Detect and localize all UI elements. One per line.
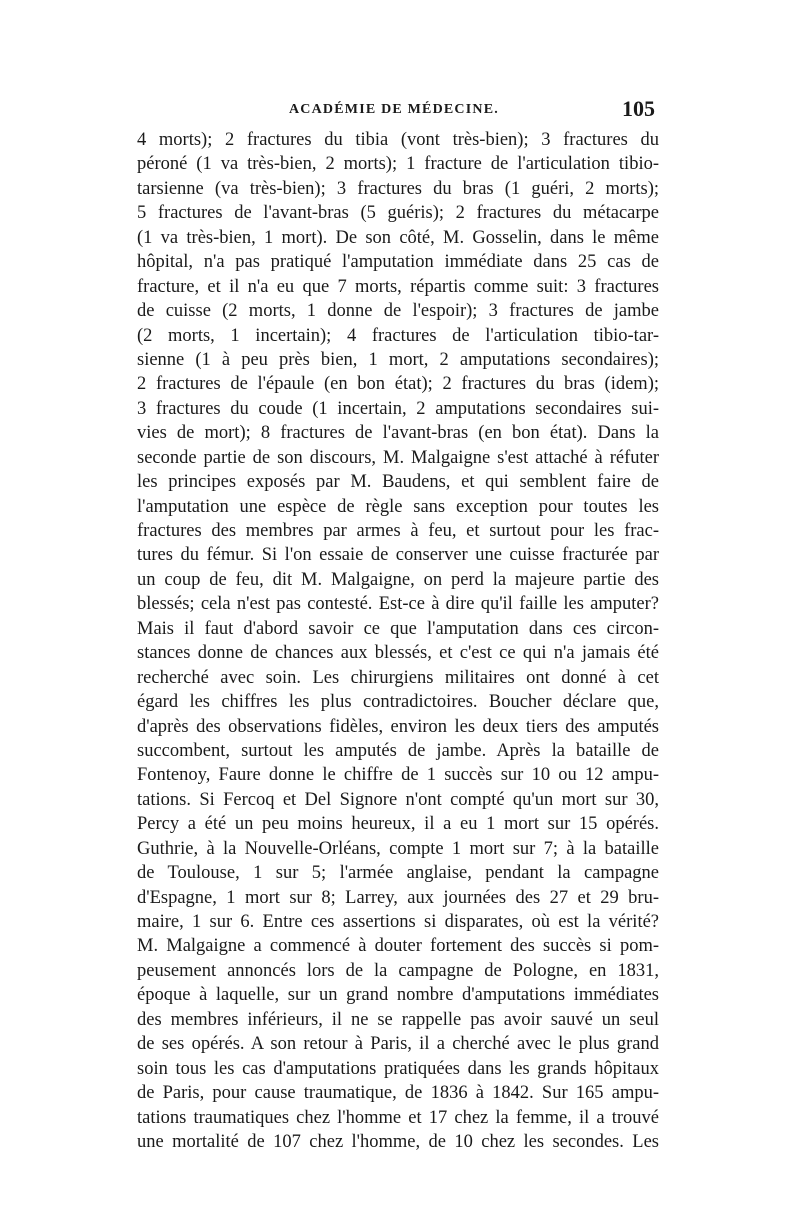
text-line: de cuisse (2 morts, 1 donne de l'espoir); 3 fractures de jambe [137,301,659,322]
text-line: maire, 1 sur 6. Entre ces assertions si disparates, où est la vérité? [137,912,659,932]
page-number: 105 [622,96,655,121]
text-line: tations. Si Fercoq et Del Signore n'ont compté qu'un mort sur 30, [137,789,659,810]
text-line: de ses opérés. A son retour à Paris, il a cherché avec le plus grand [137,1034,659,1055]
text-line: tarsienne (va très-bien); 3 fractures du bras (1 guéri, 2 morts); [137,178,659,199]
text-line: 2 fractures de l'épaule (en bon état); 2 fractures du bras (idem); [137,374,659,395]
text-line: une mortalité de 107 chez l'homme, de 10 chez les secondes. Les [137,1131,659,1152]
text-line: stances donne de chances aux blessés, et c'est ce qui n'a jamais été [137,643,659,664]
text-line: (2 morts, 1 incertain); 4 fractures de l'articulation tibio-tar- [137,325,659,346]
text-line: fracture, et il n'a eu que 7 morts, répartis comme suit: 3 fractures [137,276,659,297]
text-line: Mais il faut d'abord savoir ce que l'amputation dans ces circon- [137,618,659,639]
text-line: de Paris, pour cause traumatique, de 1836 à 1842. Sur 165 ampu- [137,1083,659,1104]
text-line: succombent, surtout les amputés de jambe. Après la bataille de [137,740,659,761]
text-line: l'amputation une espèce de règle sans exception pour toutes les [137,496,659,517]
text-line: des membres inférieurs, il ne se rappelle pas avoir sauvé un seul [137,1009,659,1030]
text-line: (1 va très-bien, 1 mort). De son côté, M. Gosselin, dans le même [137,227,659,248]
text-line: tures du fémur. Si l'on essaie de conserver une cuisse fracturée par [137,545,659,566]
text-line: Percy a été un peu moins heureux, il a eu 1 mort sur 15 opérés. [137,814,659,835]
text-line: fractures des membres par armes à feu, et surtout pour les frac- [137,521,659,541]
text-line: blessés; cela n'est pas contesté. Est-ce à dire qu'il faille les amputer? [137,594,659,615]
text-line: péroné (1 va très-bien, 2 morts); 1 fracture de l'articulation tibio- [137,154,659,175]
text-line: de Toulouse, 1 sur 5; l'armée anglaise, pendant la campagne [137,863,659,884]
text-line: peusement annoncés lors de la campagne de Pologne, en 1831, [137,960,659,981]
text-line: Fontenoy, Faure donne le chiffre de 1 succès sur 10 ou 12 ampu- [137,765,659,786]
text-line: 3 fractures du coude (1 incertain, 2 amputations secondaires sui- [137,398,659,419]
text-line: époque à laquelle, sur un grand nombre d'amputations immédiates [137,985,659,1006]
running-title: ACADÉMIE DE MÉDECINE. [289,102,499,117]
text-line: recherché avec soin. Les chirurgiens militaires ont donné à cet [137,667,659,688]
text-line: 4 morts); 2 fractures du tibia (vont très-bien); 3 fractures du [137,130,659,150]
text-line: un coup de feu, dit M. Malgaigne, on perd la majeure partie des [137,569,659,590]
text-line: égard les chiffres les plus contradictoires. Boucher déclare que, [137,692,659,713]
text-line: hôpital, n'a pas pratiqué l'amputation immédiate dans 25 cas de [137,252,659,273]
text-line: sienne (1 à peu près bien, 1 mort, 2 amputations secondaires); [137,349,659,370]
text-line: 5 fractures de l'avant-bras (5 guéris); 2 fractures du métacarpe [137,203,659,224]
running-header [137,96,659,124]
body-text [137,128,659,1154]
text-line: M. Malgaigne a commencé à douter fortement des succès si pom- [137,936,659,957]
text-line: Guthrie, à la Nouvelle-Orléans, compte 1 mort sur 7; à la bataille [137,838,659,859]
text-line: vies de mort); 8 fractures de l'avant-bras (en bon état). Dans la [137,423,659,444]
text-line: d'après des observations fidèles, environ les deux tiers des amputés [137,716,659,737]
text-line: seconde partie de son discours, M. Malgaigne s'est attaché à réfuter [137,447,659,468]
text-line: d'Espagne, 1 mort sur 8; Larrey, aux journées des 27 et 29 bru- [137,887,659,908]
text-line: les principes exposés par M. Baudens, et qui semblent faire de [137,472,659,493]
text-line: soin tous les cas d'amputations pratiquées dans les grands hôpitaux [137,1058,659,1079]
text-line: tations traumatiques chez l'homme et 17 chez la femme, il a trouvé [137,1107,659,1128]
